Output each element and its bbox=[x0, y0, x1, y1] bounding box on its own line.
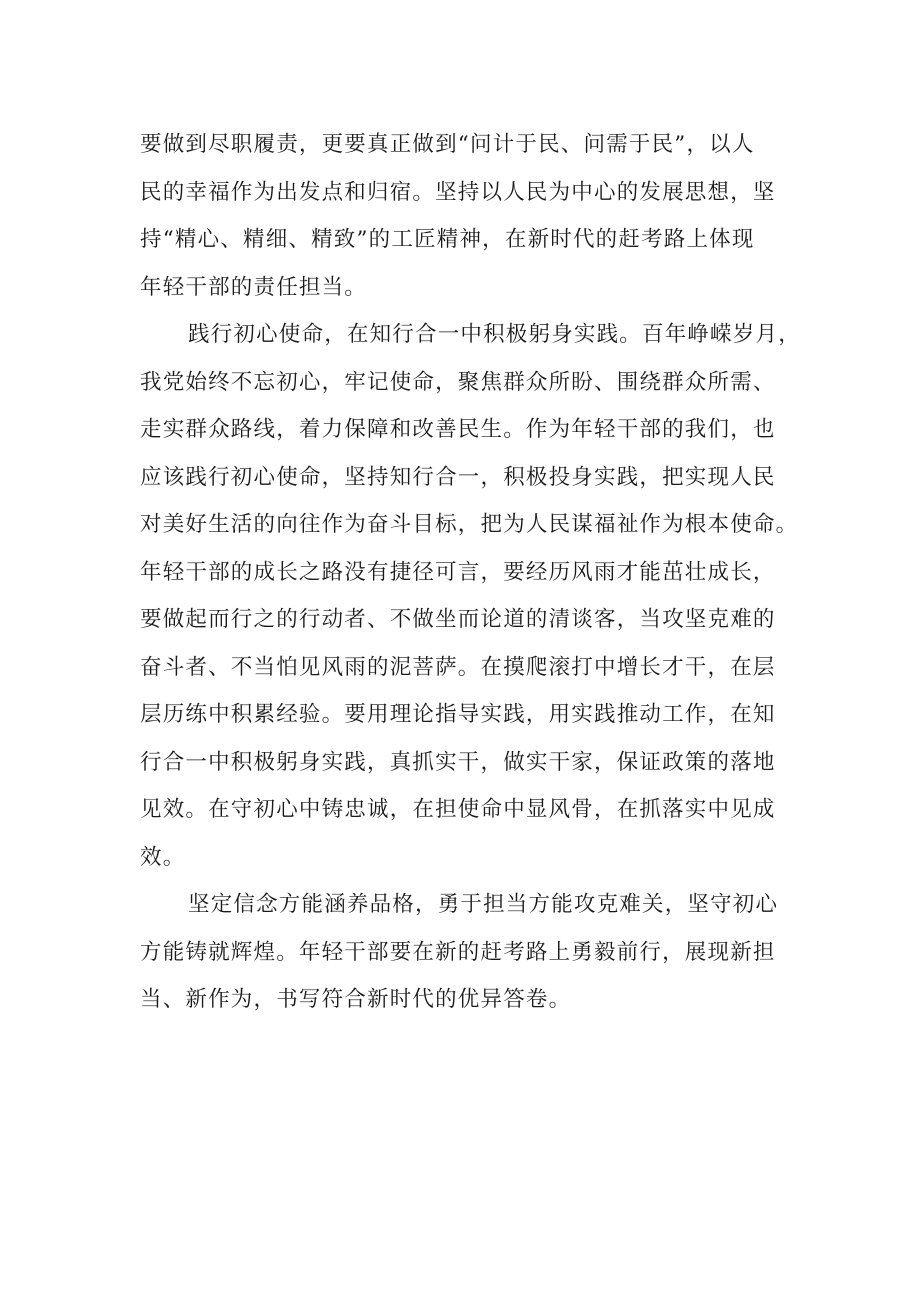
paragraph-line: 要做到尽职履责，更要真正做到“问计于民、问需于民”，以人 bbox=[140, 132, 755, 157]
paragraph-line: 应该践行初心使命，坚持知行合一，积极投身实践，把实现人民 bbox=[140, 464, 776, 490]
paragraph-line: 持“精心、精细、精致”的工匠精神，在新时代的赶考路上体现 bbox=[140, 227, 755, 252]
paragraph-1 bbox=[140, 121, 785, 311]
paragraph-line: 年轻干部的成长之路没有捷径可言，要经历风雨才能茁壮成长， bbox=[140, 559, 776, 585]
paragraph-line: 民的幸福作为出发点和归宿。坚持以人民为中心的发展思想，坚 bbox=[140, 179, 776, 205]
document-body bbox=[140, 121, 801, 1024]
paragraph-2 bbox=[140, 311, 801, 881]
paragraph-line: 方能铸就辉煌。年轻干部要在新的赶考路上勇毅前行，展现新担 bbox=[140, 939, 776, 965]
paragraph-line: 坚定信念方能涵养品格，勇于担当方能攻克难关，坚守初心 bbox=[188, 892, 779, 917]
paragraph-line: 年轻干部的责任担当。 bbox=[140, 274, 368, 300]
paragraph-line: 当、新作为，书写符合新时代的优异答卷。 bbox=[140, 987, 572, 1012]
paragraph-line: 走实群众路线，着力保障和改善民生。作为年轻干部的我们，也 bbox=[140, 417, 776, 442]
paragraph-line: 要做起而行之的行动者、不做坐而论道的清谈客，当攻坚克难的 bbox=[140, 607, 776, 632]
paragraph-line: 见效。在守初心中铸忠诚，在担使命中显风骨，在抓落实中见成 bbox=[140, 797, 776, 822]
paragraph-line: 效。 bbox=[140, 844, 186, 870]
paragraph-line: 对美好生活的向往作为奋斗目标，把为人民谋福祉作为根本使命。 bbox=[140, 512, 799, 537]
paragraph-line: 我党始终不忘初心，牢记使命，聚焦群众所盼、围绕群众所需、 bbox=[140, 369, 776, 395]
paragraph-line: 行合一中积极躬身实践，真抓实干，做实干家，保证政策的落地 bbox=[140, 749, 776, 775]
paragraph-line: 践行初心使命，在知行合一中积极躬身实践。百年峥嵘岁月， bbox=[188, 322, 801, 347]
paragraph-line: 奋斗者、不当怕见风雨的泥菩萨。在摸爬滚打中增长才干，在层 bbox=[140, 654, 776, 680]
paragraph-line: 层历练中积累经验。要用理论指导实践，用实践推动工作，在知 bbox=[140, 702, 776, 727]
paragraph-3 bbox=[140, 881, 785, 1024]
